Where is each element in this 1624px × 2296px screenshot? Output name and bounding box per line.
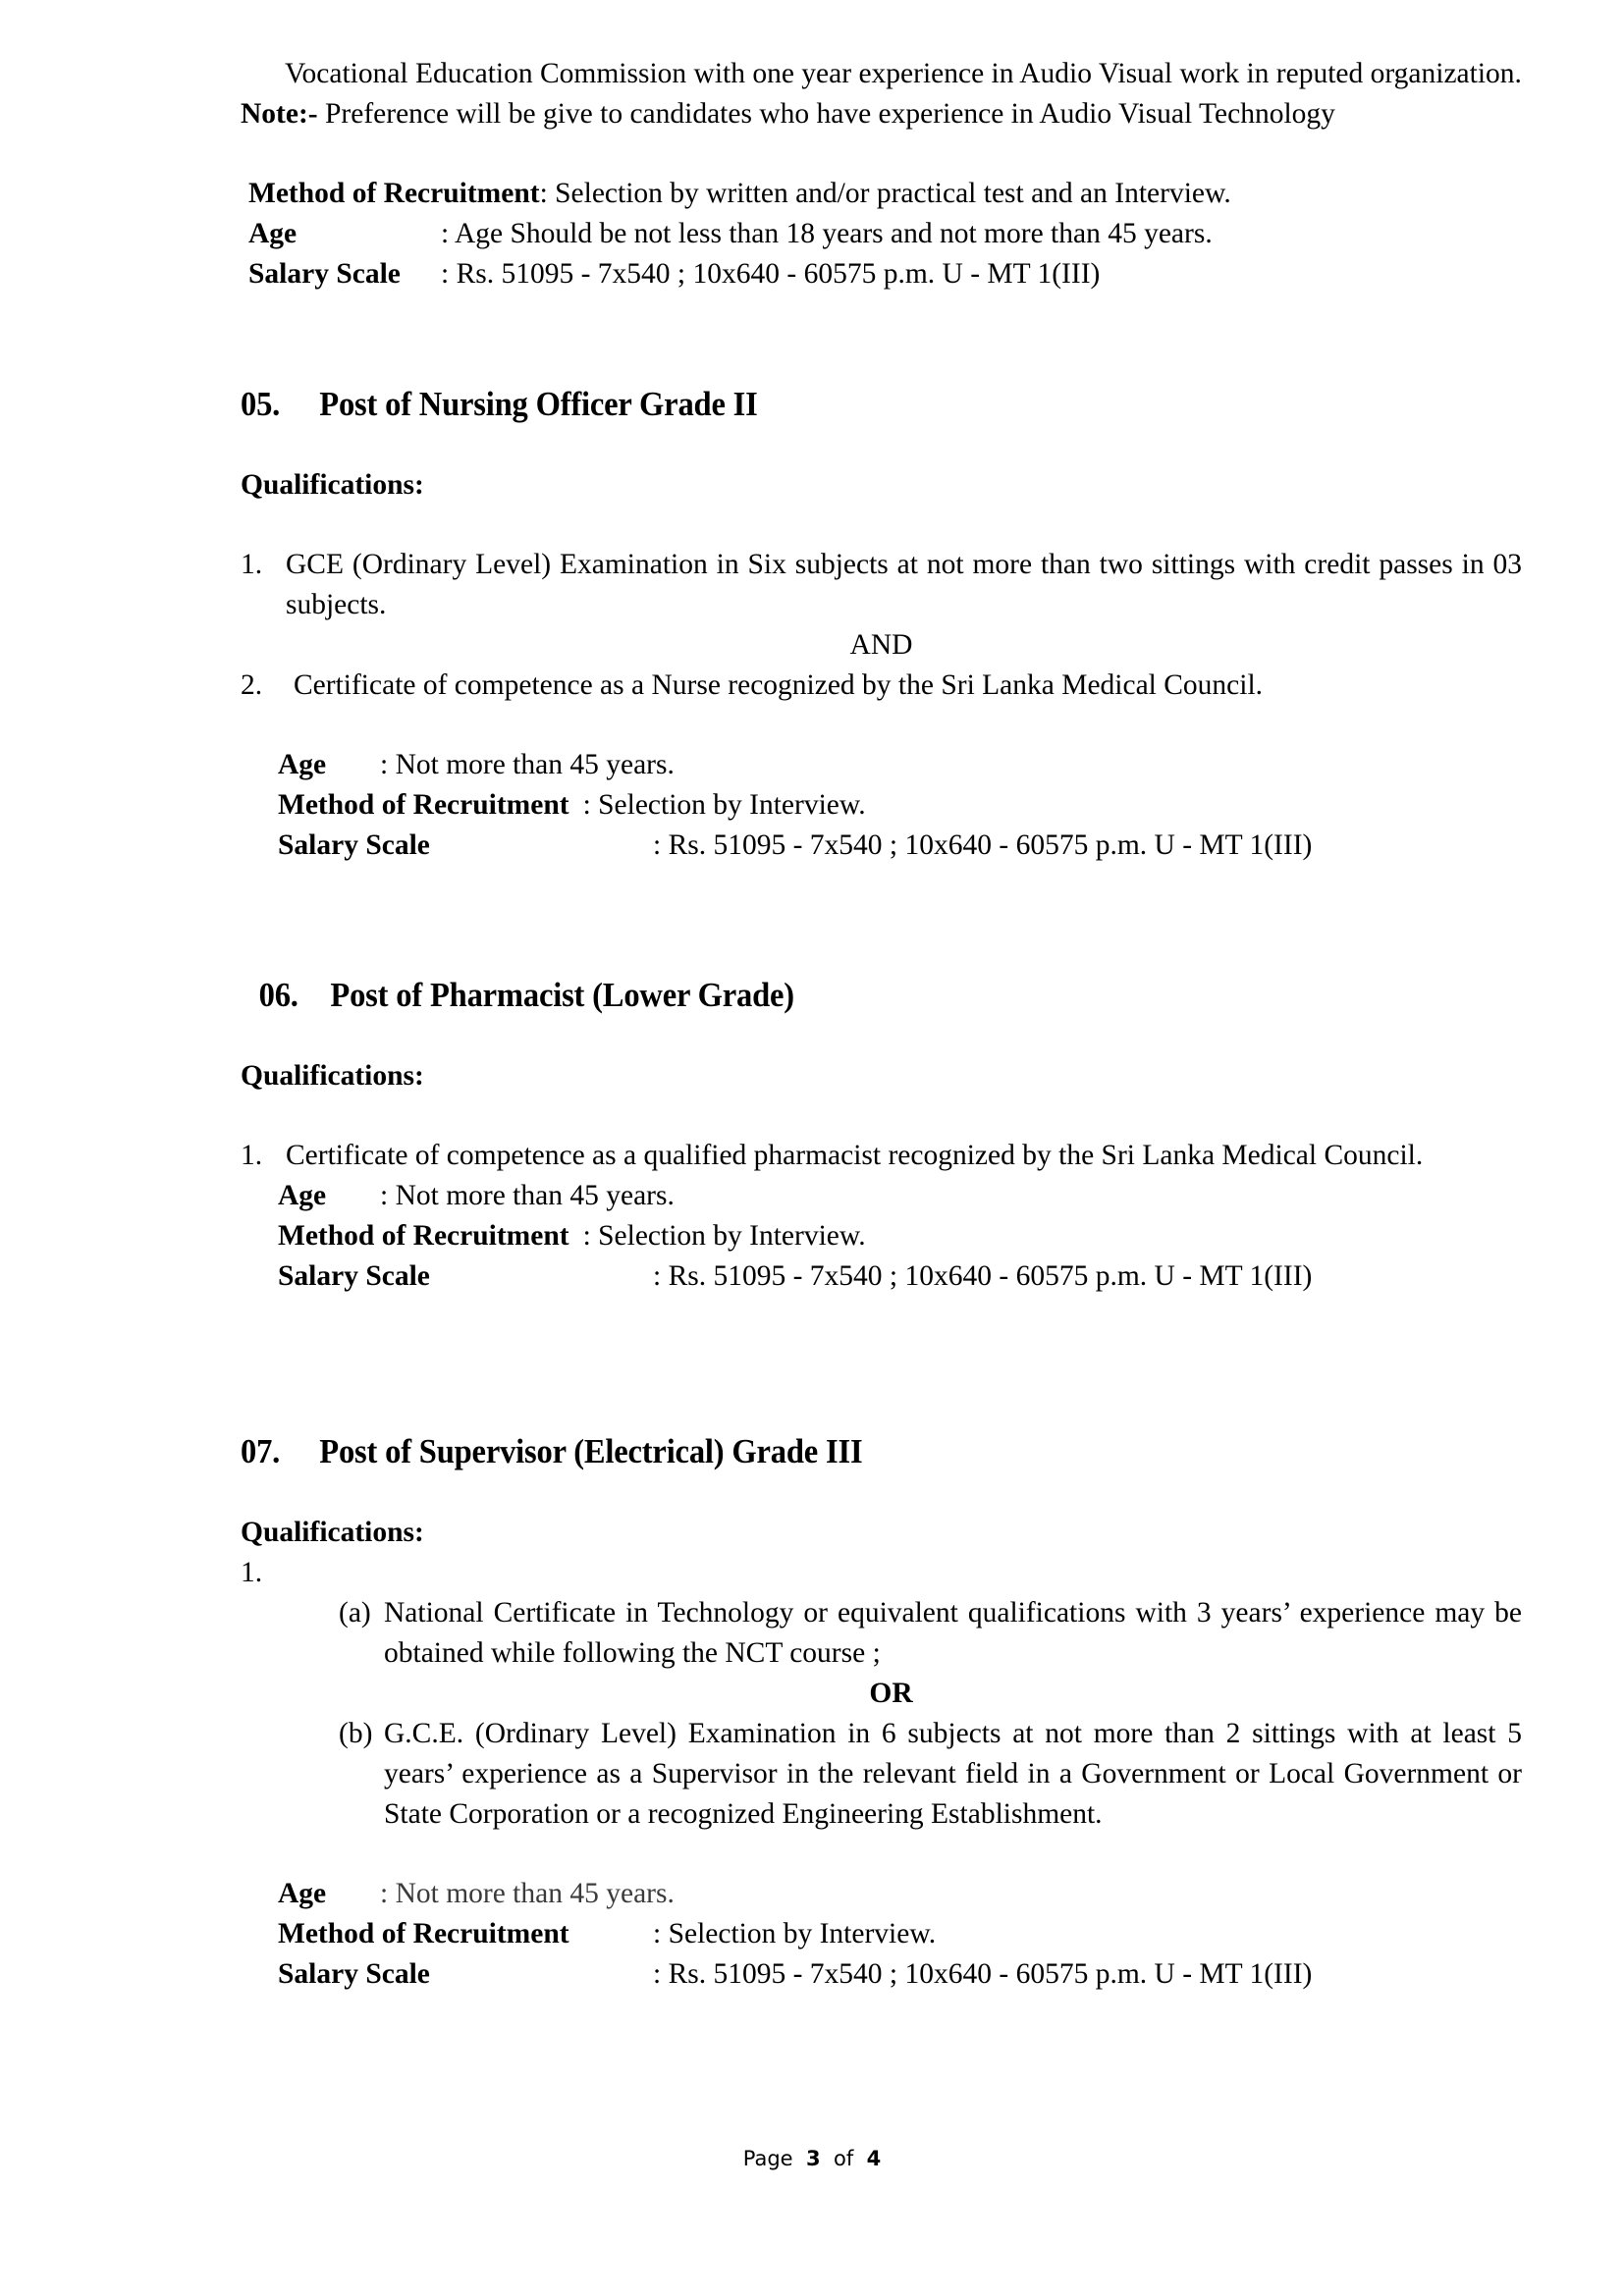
field-label: Method of Recruitment: [278, 789, 569, 821]
field-label: Age: [278, 749, 327, 780]
field-row-age: [248, 214, 1522, 254]
sub-list-marker: (a): [339, 1597, 371, 1629]
qualifications-list-05: [241, 545, 1522, 706]
field-block-06: [241, 1176, 1522, 1297]
list-marker: 1.: [241, 549, 263, 580]
field-row-method: [278, 1216, 1522, 1256]
page-footer: [0, 2146, 1624, 2171]
field-block-05: [241, 745, 1522, 866]
sub-list-text: G.C.E. (Ordinary Level) Examination in 6 subjects at not more than 2 sittings with at least 5 years’ experience as a Supervisor in the relevant field in a Government or Local Government or State Corporation or a recognized Engineering Establishment.: [384, 1718, 1522, 1830]
sub-list-text: National Certificate in Technology or equivalent qualifications with 3 years’ experience may be obtained while following the NCT course ;: [384, 1597, 1522, 1669]
section-heading-06: [241, 974, 1433, 1017]
field-label: Age: [248, 218, 298, 249]
note-label: Note:-: [241, 98, 318, 130]
field-value: : Not more than 45 years.: [380, 749, 675, 780]
sub-list-marker: (b): [339, 1718, 373, 1749]
field-value: : Rs. 51095 - 7x540 ; 10x640 - 60575 p.m. U - MT 1(III): [441, 258, 1101, 290]
field-value: : Age Should be not less than 18 years and not more than 45 years.: [441, 218, 1213, 249]
section-title: Post of Pharmacist (Lower Grade): [330, 976, 794, 1014]
section-heading-05: [241, 383, 1433, 426]
page-content: [241, 54, 1522, 1995]
field-value: : Selection by Interview.: [582, 789, 866, 821]
continued-paragraph: Vocational Education Commission with one year experience in Audio Visual work in reputed organization.: [285, 58, 1522, 89]
qualifications-list-06: [241, 1136, 1522, 1176]
field-row-salary: [248, 254, 1522, 294]
list-text: Certificate of competence as a Nurse recognized by the Sri Lanka Medical Council.: [294, 669, 1264, 701]
field-value: : Rs. 51095 - 7x540 ; 10x640 - 60575 p.m. U - MT 1(III): [653, 1958, 1313, 1990]
field-row-salary: [278, 1256, 1522, 1297]
field-label: Method of Recruitment: [248, 178, 540, 209]
field-label: Method of Recruitment: [278, 1918, 569, 1949]
field-row-method: [278, 785, 1522, 826]
list-marker: 1.: [241, 1140, 263, 1171]
field-value: : Not more than 45 years.: [380, 1878, 675, 1909]
field-row-method: [248, 174, 1522, 214]
field-label: Age: [278, 1180, 327, 1211]
field-label: Salary Scale: [278, 829, 430, 861]
field-label: Salary Scale: [248, 258, 401, 290]
qualifications-label-07: Qualifications:: [241, 1517, 424, 1548]
list-marker: 2.: [241, 669, 263, 701]
sub-list-item-b: [339, 1714, 1522, 1835]
section-number: 05.: [241, 385, 281, 423]
connector-or-07: OR: [869, 1678, 913, 1709]
sub-list-07: [241, 1593, 1522, 1835]
field-value: : Selection by Interview.: [653, 1918, 937, 1949]
list-item: [241, 545, 1522, 625]
list-text: Certificate of competence as a qualified pharmacist recognized by the Sri Lanka Medical Council.: [286, 1140, 1424, 1171]
field-label: Salary Scale: [278, 1958, 430, 1990]
connector-and-05: AND: [849, 629, 913, 661]
field-value: : Rs. 51095 - 7x540 ; 10x640 - 60575 p.m. U - MT 1(III): [653, 829, 1313, 861]
section-number: 07.: [241, 1432, 281, 1470]
field-value: : Not more than 45 years.: [380, 1180, 675, 1211]
field-value: : Rs. 51095 - 7x540 ; 10x640 - 60575 p.m. U - MT 1(III): [653, 1260, 1313, 1292]
sub-list-item-a: [339, 1593, 1522, 1674]
list-item: [241, 666, 1522, 706]
field-row-age: [278, 1176, 1522, 1216]
field-block-07: [241, 1874, 1522, 1995]
footer-total-pages: 4: [866, 2147, 882, 2170]
footer-current-page: 3: [805, 2147, 821, 2170]
section-title: Post of Nursing Officer Grade II: [319, 385, 758, 423]
intro-field-block: [241, 174, 1522, 294]
field-row-salary: [278, 826, 1522, 866]
field-row-age: [278, 1874, 1522, 1914]
note-text: Preference will be give to candidates who have experience in Audio Visual Technology: [325, 98, 1335, 130]
section-number: 06.: [258, 976, 298, 1014]
field-label: Salary Scale: [278, 1260, 430, 1292]
list-item: [241, 1136, 1522, 1176]
qualifications-label-05: Qualifications:: [241, 469, 424, 501]
field-label: Age: [278, 1878, 327, 1909]
section-heading-07: [241, 1430, 1433, 1473]
list-marker-07: 1.: [241, 1557, 263, 1588]
field-value: : Selection by Interview.: [582, 1220, 866, 1252]
qualifications-label-06: Qualifications:: [241, 1060, 424, 1092]
field-label: Method of Recruitment: [278, 1220, 569, 1252]
field-row-salary: [278, 1954, 1522, 1995]
field-row-method: [278, 1914, 1522, 1954]
footer-of-label: of: [833, 2147, 854, 2170]
section-title: Post of Supervisor (Electrical) Grade III: [319, 1432, 863, 1470]
field-row-age: [278, 745, 1522, 785]
note-row: [241, 94, 1522, 134]
list-text: GCE (Ordinary Level) Examination in Six subjects at not more than two sittings with credit passes in 03 subjects.: [286, 549, 1522, 620]
field-value: : Selection by written and/or practical test and an Interview.: [539, 178, 1231, 209]
footer-page-prefix: Page: [742, 2147, 793, 2170]
